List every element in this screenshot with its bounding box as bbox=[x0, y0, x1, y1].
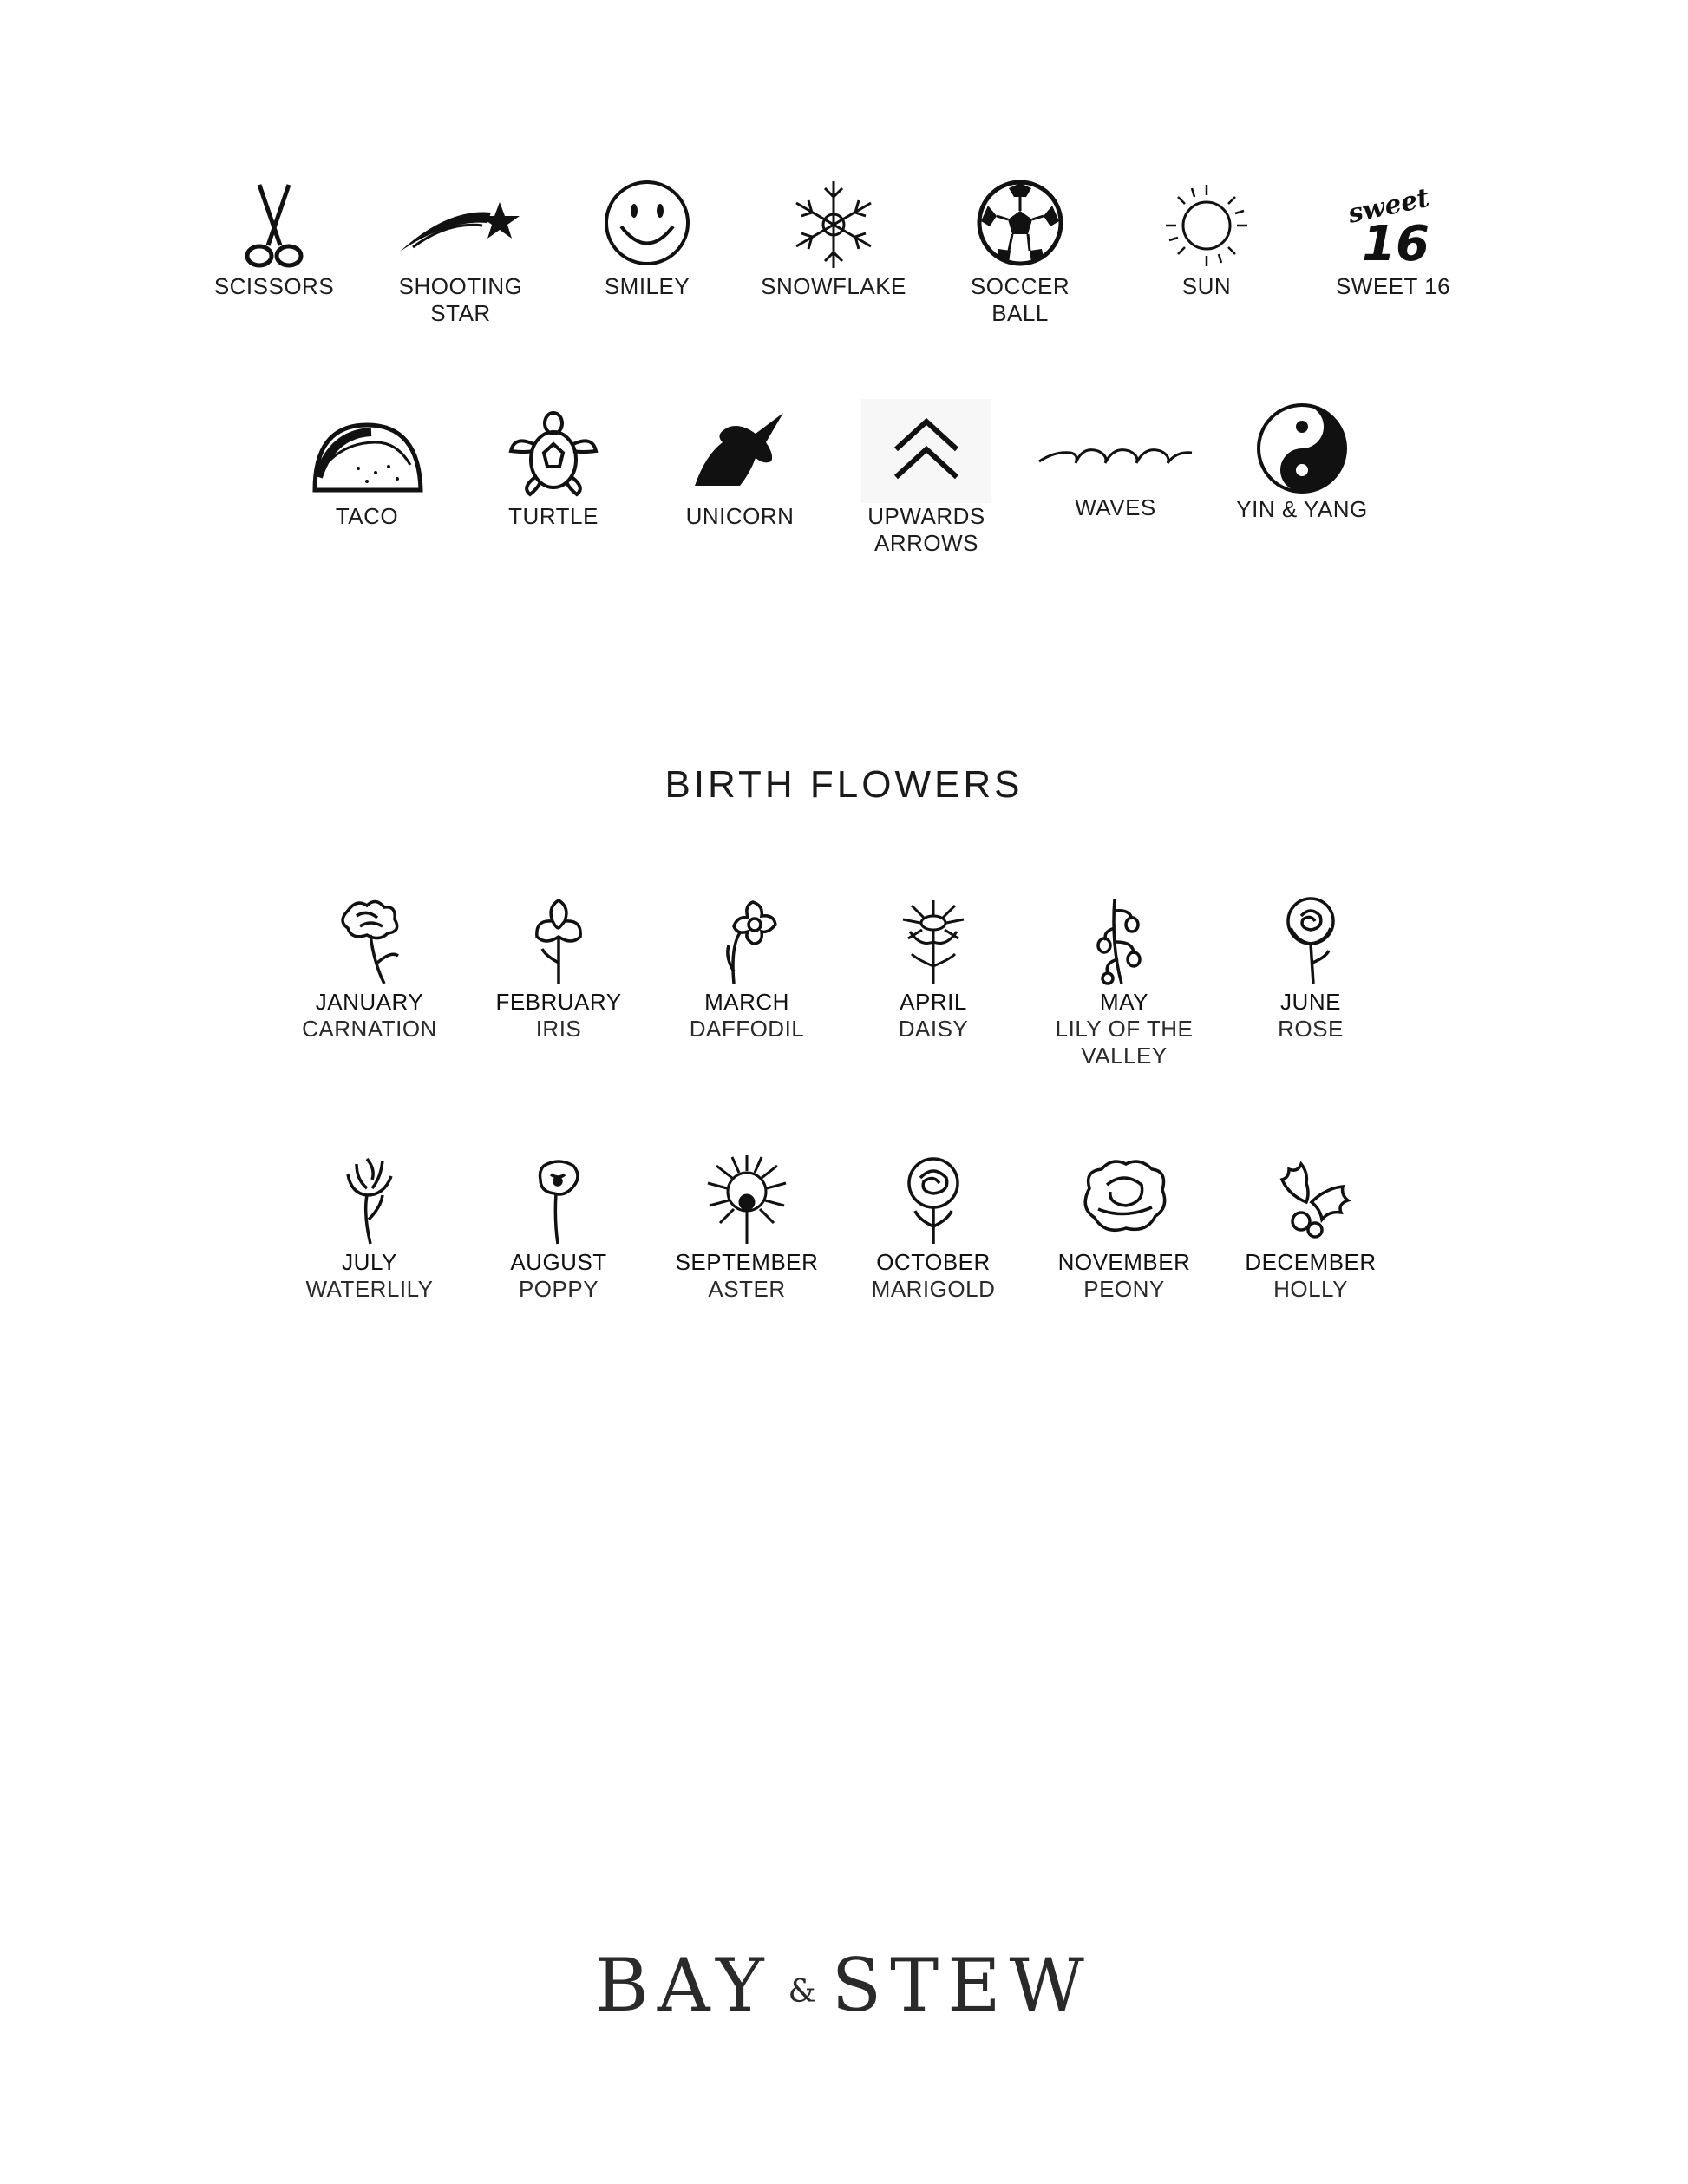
motif-sweet-16 bbox=[1315, 178, 1471, 300]
motif-label: TURTLE bbox=[508, 503, 599, 529]
motif-shooting-star bbox=[383, 178, 539, 327]
month-label: SEPTEMBER bbox=[675, 1249, 819, 1275]
motif-label: YIN & YANG bbox=[1236, 496, 1368, 522]
peony-icon bbox=[1072, 1154, 1176, 1249]
sweet-16-icon bbox=[1345, 178, 1441, 273]
motif-label: SHOOTING STAR bbox=[398, 273, 523, 326]
month-label: JUNE bbox=[1280, 989, 1341, 1015]
month-label: OCTOBER bbox=[876, 1249, 991, 1275]
month-label: AUGUST bbox=[510, 1249, 607, 1275]
motif-unicorn bbox=[662, 408, 818, 530]
motif-snowflake bbox=[756, 178, 912, 300]
flower-february bbox=[481, 893, 637, 1043]
flower-label: ASTER bbox=[708, 1276, 786, 1302]
flower-label: DAISY bbox=[898, 1016, 969, 1042]
flower-label: MARIGOLD bbox=[871, 1276, 996, 1302]
month-label: DECEMBER bbox=[1245, 1249, 1377, 1275]
motif-upwards-arrows bbox=[848, 399, 1004, 557]
motif-smiley bbox=[569, 178, 725, 300]
taco-icon bbox=[306, 408, 428, 503]
iris-icon bbox=[511, 893, 606, 989]
sun-icon bbox=[1159, 178, 1254, 273]
month-label: NOVEMBER bbox=[1057, 1249, 1191, 1275]
motif-label: UNICORN bbox=[685, 503, 795, 529]
motif-label: SUN bbox=[1181, 273, 1232, 299]
flower-march bbox=[669, 893, 825, 1043]
aster-icon bbox=[699, 1154, 795, 1249]
motif-sun bbox=[1129, 178, 1285, 300]
month-label: MAY bbox=[1100, 989, 1148, 1015]
daisy-icon bbox=[886, 893, 981, 989]
unicorn-icon bbox=[688, 408, 792, 503]
motif-soccer-ball bbox=[942, 178, 1098, 327]
holly-icon bbox=[1263, 1154, 1358, 1249]
brand-ampersand: & bbox=[788, 1973, 816, 2010]
upwards-arrows-icon bbox=[861, 399, 991, 503]
brand-word-left: BAY bbox=[595, 1943, 773, 2028]
motif-taco bbox=[289, 408, 445, 530]
month-label: APRIL bbox=[900, 989, 967, 1015]
flower-january bbox=[291, 893, 448, 1043]
marigold-icon bbox=[886, 1154, 981, 1249]
flower-october bbox=[855, 1154, 1011, 1303]
motif-label: SNOWFLAKE bbox=[761, 273, 906, 299]
daffodil-icon bbox=[699, 893, 795, 989]
flower-may bbox=[1046, 893, 1202, 1069]
flower-december bbox=[1233, 1154, 1389, 1303]
scissors-icon bbox=[226, 178, 322, 273]
flower-label: IRIS bbox=[535, 1016, 582, 1042]
flower-label: WATERLILY bbox=[305, 1276, 434, 1302]
motif-label: SWEET 16 bbox=[1335, 273, 1451, 299]
flower-label: HOLLY bbox=[1273, 1276, 1348, 1302]
turtle-icon bbox=[506, 408, 601, 503]
poppy-icon bbox=[511, 1154, 606, 1249]
month-label: MARCH bbox=[704, 989, 789, 1015]
motif-label: SCISSORS bbox=[213, 273, 335, 299]
motif-label: TACO bbox=[335, 503, 399, 529]
month-label: FEBRUARY bbox=[495, 989, 622, 1015]
flower-label: POPPY bbox=[518, 1276, 599, 1302]
flower-july bbox=[291, 1154, 448, 1303]
flower-label: ROSE bbox=[1278, 1016, 1344, 1042]
flower-september bbox=[669, 1154, 825, 1303]
lily-of-the-valley-icon bbox=[1076, 893, 1172, 989]
snowflake-icon bbox=[786, 178, 881, 273]
brand-logo bbox=[0, 1943, 1688, 2028]
shooting-star-icon bbox=[396, 178, 526, 273]
motif-label: SOCCER BALL bbox=[970, 273, 1070, 326]
flower-label: CARNATION bbox=[302, 1016, 437, 1042]
flower-april bbox=[855, 893, 1011, 1043]
rose-icon bbox=[1263, 893, 1358, 989]
motif-scissors bbox=[196, 178, 352, 300]
motif-yin-yang bbox=[1224, 401, 1380, 523]
flower-november bbox=[1046, 1154, 1202, 1303]
motif-waves bbox=[1037, 408, 1194, 521]
flower-label: LILY OF THE VALLEY bbox=[1055, 1016, 1194, 1069]
soccer-ball-icon bbox=[972, 178, 1068, 273]
motif-label: UPWARDS ARROWS bbox=[867, 503, 985, 556]
waterlily-icon bbox=[322, 1154, 417, 1249]
month-label: JANUARY bbox=[315, 989, 424, 1015]
section-title: BIRTH FLOWERS bbox=[664, 763, 1024, 806]
yin-yang-icon bbox=[1254, 401, 1350, 496]
flower-label: PEONY bbox=[1083, 1276, 1165, 1302]
flower-august bbox=[481, 1154, 637, 1303]
svg-text:16: 16 bbox=[1362, 216, 1430, 272]
motif-label: WAVES bbox=[1075, 494, 1156, 520]
month-label: JULY bbox=[342, 1249, 397, 1275]
motif-label: SMILEY bbox=[604, 273, 690, 299]
smiley-icon bbox=[599, 178, 695, 273]
flower-june bbox=[1233, 893, 1389, 1043]
flower-label: DAFFODIL bbox=[689, 1016, 805, 1042]
waves-icon bbox=[1037, 408, 1194, 494]
motif-turtle bbox=[475, 408, 631, 530]
brand-word-right: STEW bbox=[831, 1943, 1093, 2028]
svg-text:sweet: sweet bbox=[1345, 182, 1433, 230]
carnation-icon bbox=[322, 893, 417, 989]
